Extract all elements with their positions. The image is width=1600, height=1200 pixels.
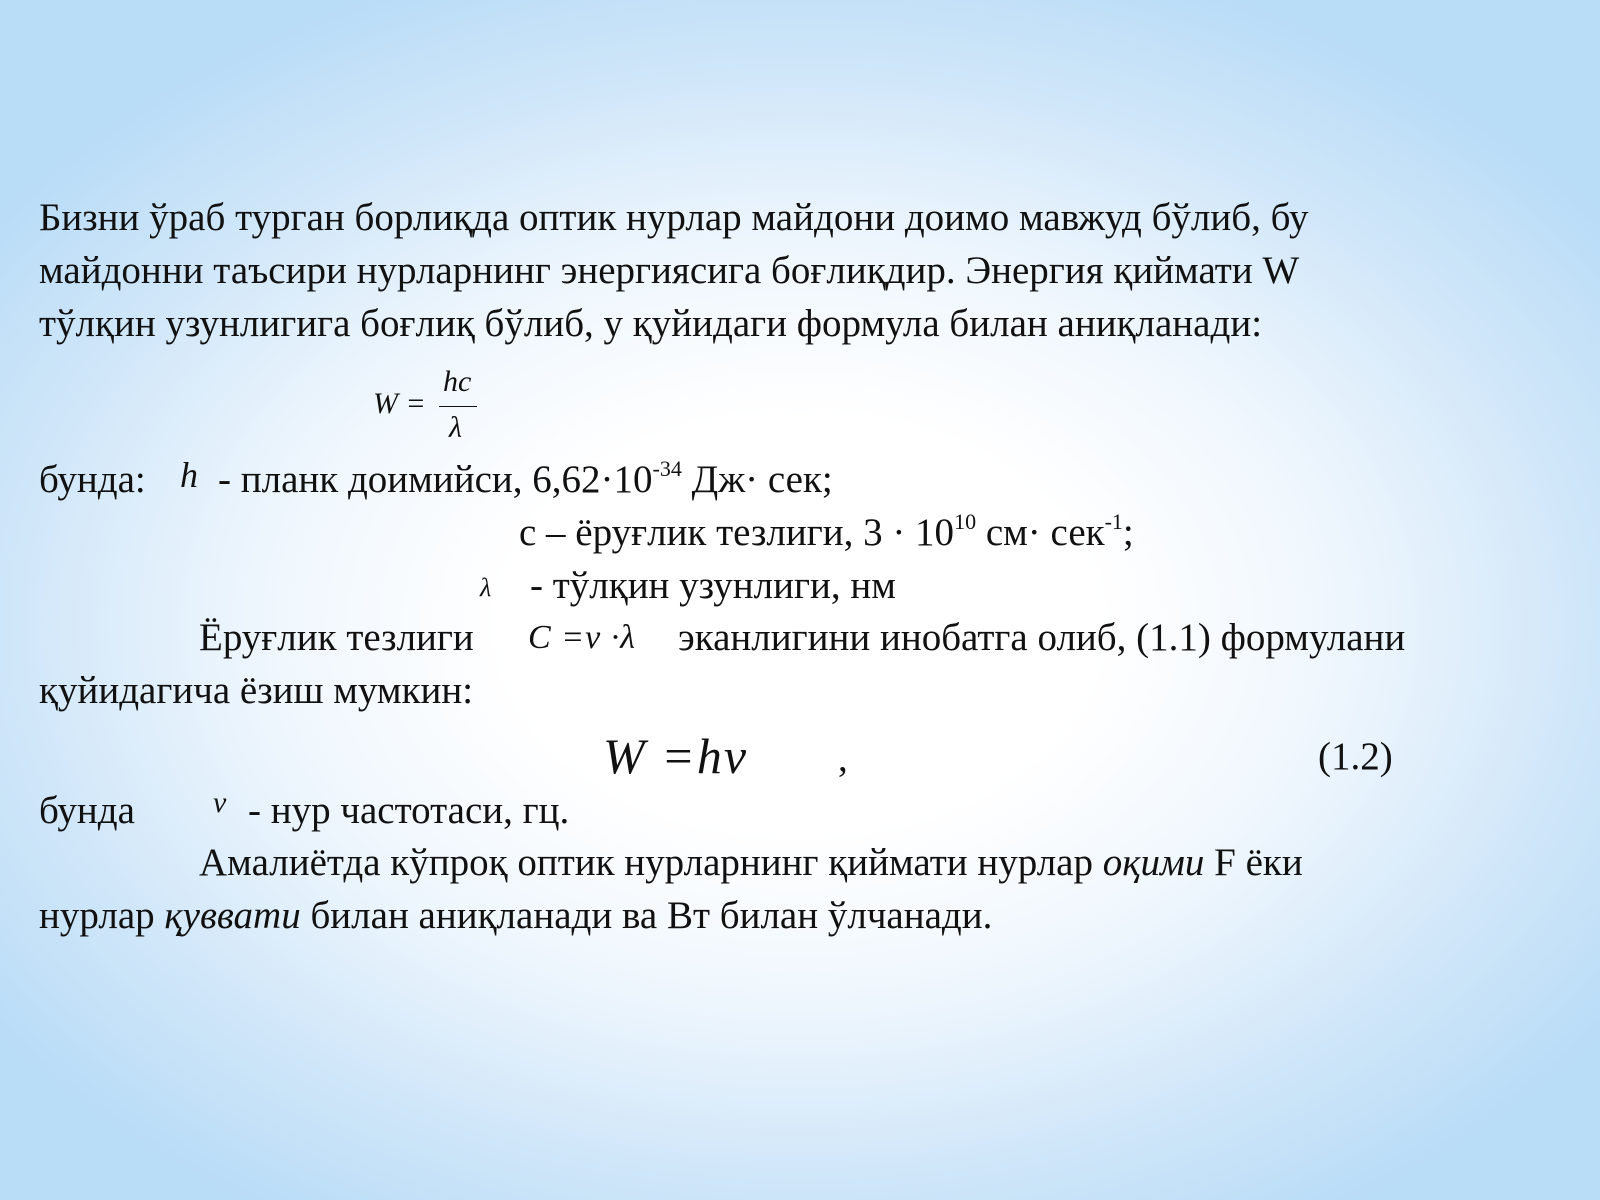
- formula-energy-lhs: W =: [373, 387, 426, 420]
- definition-c-unit: см· сек: [976, 511, 1105, 554]
- definition-c-exponent: 10: [954, 509, 977, 534]
- paragraph-3-line-2: [39, 894, 992, 938]
- formula-number: (1.2): [1318, 735, 1393, 778]
- paragraph-2-start: Ёруғлик тезлиги: [199, 616, 474, 659]
- definition-h-text: - планк доимийси, 6,62·10: [218, 458, 653, 501]
- symbol-nu: ν: [213, 786, 227, 819]
- paragraph-1-line-1: Бизни ўраб турган борлиқда оптик нурлар майдони доимо мавжуд бўлиб, бу: [39, 196, 1309, 239]
- formula-comma: ,: [838, 737, 848, 780]
- definition-h-unit: Дж· сек;: [681, 458, 833, 501]
- symbol-lambda: λ: [480, 573, 492, 602]
- definition-nu-text: - нур частотаси, гц.: [248, 789, 570, 832]
- formula-energy-frequency: W =hν: [603, 728, 749, 784]
- definition-c-line: [519, 511, 1134, 555]
- definition-h-exponent: -34: [652, 456, 682, 481]
- paragraph-2-line-2: қуйидагича ёзиш мумкин:: [39, 669, 474, 712]
- paragraph-3-line-1-end: F ёки: [1214, 841, 1303, 884]
- definition-nu-prefix: бунда: [39, 789, 135, 832]
- paragraph-1-line-3: тўлқин узунлигига боғлиқ бўлиб, у қуйидаги формула билан аниқланади:: [39, 302, 1263, 345]
- definition-c-text: с – ёруғлик тезлиги, 3 · 10: [519, 511, 955, 554]
- definition-c-unit-exponent: -1: [1104, 509, 1123, 534]
- paragraph-3-power-term: қуввати: [164, 894, 301, 937]
- definition-h-line: [218, 458, 833, 502]
- definition-c-end: ;: [1122, 511, 1134, 554]
- paragraph-3-line-2-end: билан аниқланади ва Вт билан ўлчанади.: [310, 894, 993, 937]
- paragraph-2-end: эканлигини инобатга олиб, (1.1) формулани: [678, 616, 1406, 659]
- paragraph-3-flux-term: оқими: [1102, 841, 1205, 884]
- definition-lambda-text: - тўлқин узунлиги, нм: [530, 564, 896, 607]
- paragraph-3-line-2-start: нурлар: [39, 894, 155, 937]
- fraction-bar: [439, 406, 477, 407]
- symbol-h: h: [180, 455, 198, 495]
- formula-energy-denominator: λ: [449, 411, 462, 444]
- paragraph-3-line-1: [199, 841, 1303, 885]
- formula-light-speed: C =ν ·λ: [528, 619, 636, 656]
- paragraph-3-line-1-start: Амалиётда кўпроқ оптик нурларнинг қиймати нурлар: [199, 841, 1093, 884]
- paragraph-1-line-2: майдонни таъсири нурларнинг энергиясига боғлиқдир. Энергия қиймати W: [39, 249, 1300, 292]
- definition-h-prefix: бунда:: [39, 458, 146, 501]
- formula-energy-numerator: hc: [443, 365, 472, 398]
